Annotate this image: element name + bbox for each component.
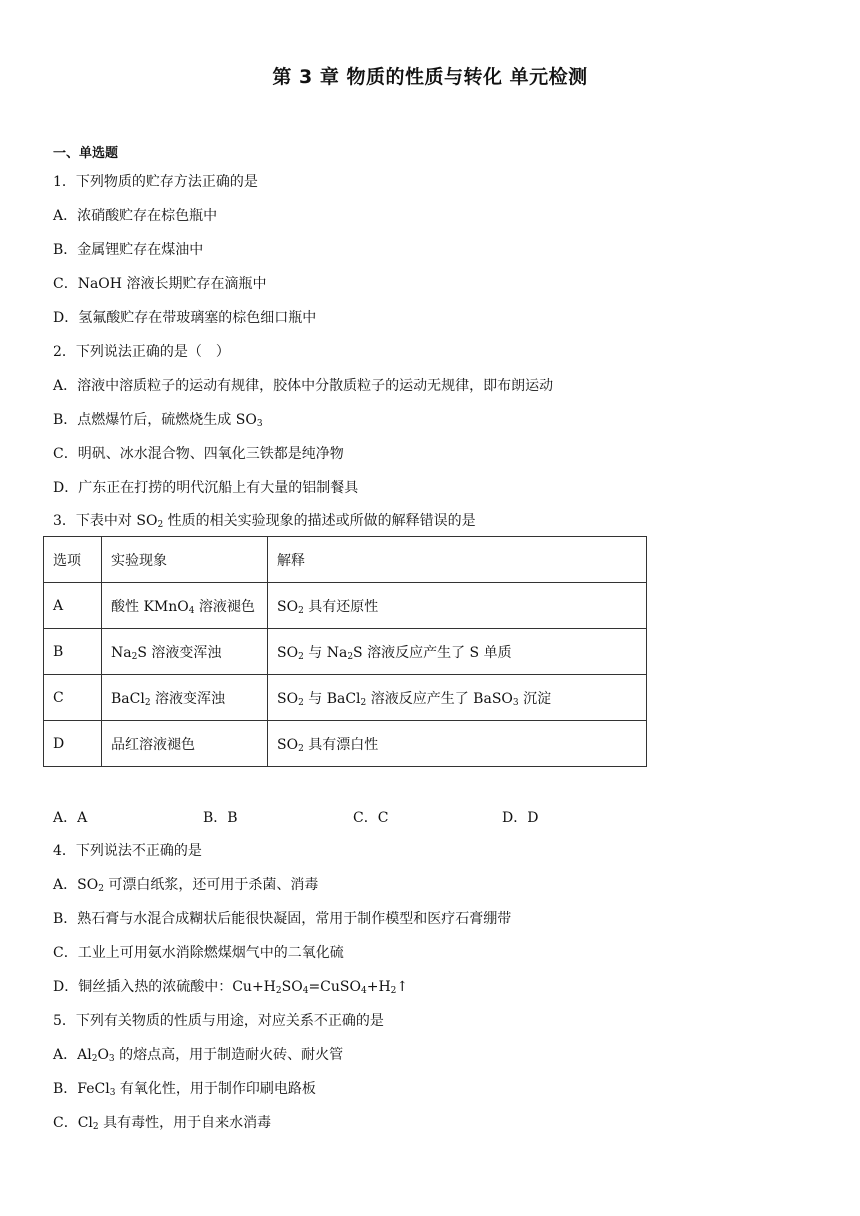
table-cell-phenomenon: 酸性 KMnO$_4$ 溶液褪色 — [102, 583, 268, 629]
table-header-row — [44, 537, 647, 583]
question-3-choice-a: A．A — [53, 810, 88, 826]
question-3-choice-c: C．C — [353, 810, 389, 826]
question-2-option-b: B．点燃爆竹后，硫燃烧生成 $SO_3$ — [53, 412, 263, 429]
table-cell-option: A — [44, 583, 102, 629]
table-cell-option: C — [44, 675, 102, 721]
table-row — [44, 583, 647, 629]
table-row — [44, 721, 647, 767]
question-2-option-d: D．广东正在打捞的明代沉船上有大量的铝制餐具 — [53, 480, 359, 496]
table-header-cell: 解释 — [268, 537, 647, 583]
question-3-choice-d: D．D — [502, 810, 539, 826]
question-1-option-b: B．金属锂贮存在煤油中 — [53, 242, 204, 258]
question-1-stem: 1．下列物质的贮存方法正确的是 — [53, 174, 258, 190]
question-2-option-c: C．明矾、冰水混合物、四氧化三铁都是纯净物 — [53, 446, 344, 462]
table-cell-phenomenon: $Na_2S$ 溶液变浑浊 — [102, 629, 268, 675]
question-2-option-a: A．溶液中溶质粒子的运动有规律，胶体中分散质粒子的运动无规律，即布朗运动 — [53, 378, 554, 394]
table-cell-explanation: $SO_2$ 具有还原性 — [268, 583, 647, 629]
question-1-option-d: D．氢氟酸贮存在带玻璃塞的棕色细口瓶中 — [53, 310, 317, 326]
question-1-option-c: C．NaOH 溶液长期贮存在滴瓶中 — [53, 276, 267, 292]
question-5-stem: 5．下列有关物质的性质与用途，对应关系不正确的是 — [53, 1013, 384, 1029]
question-5-option-b: B．FeCl$_3$ 有氧化性，用于制作印刷电路板 — [53, 1081, 316, 1098]
table-cell-option: D — [44, 721, 102, 767]
question-5-option-a: A．$Al_2O_3$ 的熔点高，用于制造耐火砖、耐火管 — [53, 1047, 344, 1064]
table-row — [44, 675, 647, 721]
table-cell-explanation: $SO_2$ 具有漂白性 — [268, 721, 647, 767]
question-4-option-b: B．熟石膏与水混合成糊状后能很快凝固，常用于制作模型和医疗石膏绷带 — [53, 911, 512, 927]
question-3-stem: 3．下表中对 $SO_2$ 性质的相关实验现象的描述或所做的解释错误的是 — [53, 513, 476, 530]
table-cell-option: B — [44, 629, 102, 675]
table-header-cell: 实验现象 — [102, 537, 268, 583]
question-1-option-a: A．浓硝酸贮存在棕色瓶中 — [53, 208, 218, 224]
table-cell-phenomenon: 品红溶液褪色 — [102, 721, 268, 767]
table-row — [44, 629, 647, 675]
question-4-option-a: A．$SO_2$ 可漂白纸浆，还可用于杀菌、消毒 — [53, 877, 319, 894]
question-4-option-c: C．工业上可用氨水消除燃煤烟气中的二氧化硫 — [53, 945, 344, 961]
page-title: 第 3 章 物质的性质与转化 单元检测 — [272, 66, 588, 88]
question-4-option-d: D．铜丝插入热的浓硫酸中：$Cu+H_2SO_4=CuSO_4+H_2↑$ — [53, 979, 409, 996]
question-3-choice-b: B．B — [203, 810, 238, 826]
question-4-stem: 4．下列说法不正确的是 — [53, 843, 202, 859]
table-cell-phenomenon: BaCl$_2$ 溶液变浑浊 — [102, 675, 268, 721]
question-5-option-c: C．$Cl_2$ 具有毒性，用于自来水消毒 — [53, 1115, 272, 1132]
table-cell-explanation: $SO_2$ 与 $Na_2S$ 溶液反应产生了 S 单质 — [268, 629, 647, 675]
table-header-cell: 选项 — [44, 537, 102, 583]
section-heading: 一、单选题 — [53, 146, 119, 161]
question-2-stem: 2．下列说法正确的是（ ） — [53, 344, 230, 360]
table-cell-explanation: $SO_2$ 与 BaCl$_2$ 溶液反应产生了 BaSO$_3$ 沉淀 — [268, 675, 647, 721]
question-3-table — [43, 536, 647, 767]
